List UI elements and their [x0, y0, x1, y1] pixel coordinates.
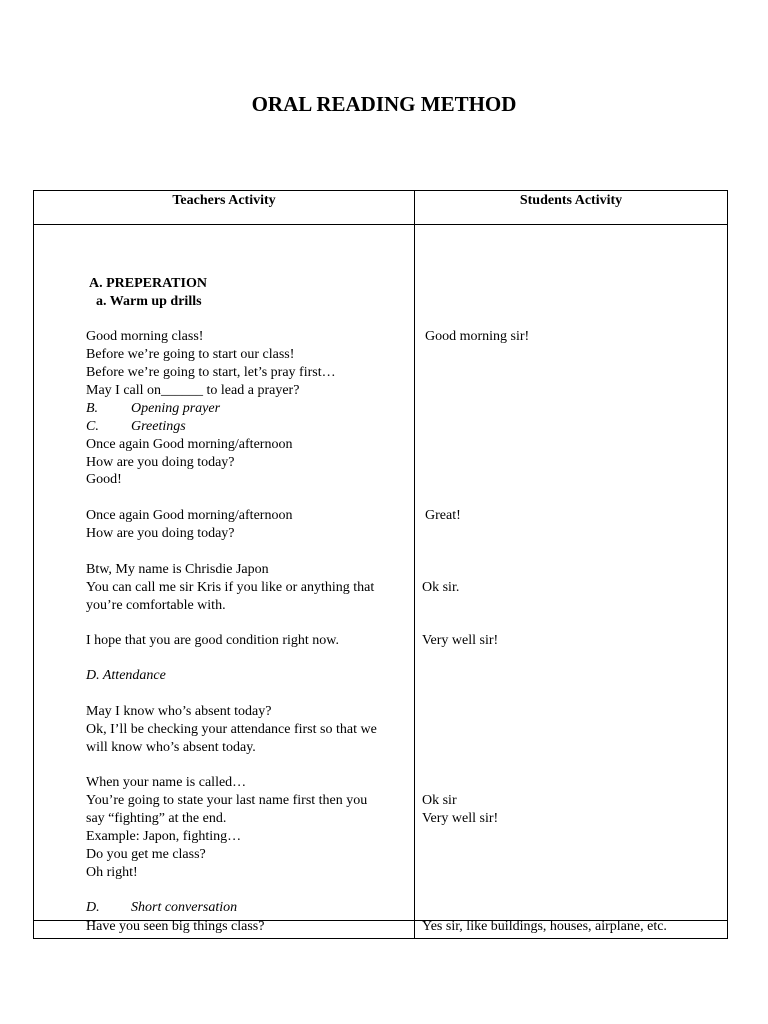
- teacher-line: Have you seen big things class?: [86, 919, 265, 934]
- student-line: Great!: [425, 508, 461, 523]
- teacher-line: You can call me sir Kris if you like or anything that: [86, 580, 375, 595]
- table-body-row: [34, 225, 728, 921]
- section-attendance: D. Attendance: [86, 668, 166, 683]
- section-short-conversation: D. Short conversation: [86, 900, 238, 915]
- student-line: Very well sir!: [422, 811, 499, 826]
- subsection-warmup: a. Warm up drills: [96, 294, 202, 309]
- teacher-line: Example: Japon, fighting…: [86, 829, 242, 844]
- lesson-plan-table: [33, 190, 728, 939]
- teacher-line: Before we’re going to start our class!: [86, 347, 295, 362]
- teacher-line: May I call on______ to lead a prayer?: [86, 383, 300, 398]
- teachers-activity-last-cell: [34, 921, 415, 939]
- teacher-line: you’re comfortable with.: [86, 598, 226, 613]
- header-teachers-activity: Teachers Activity: [34, 191, 415, 225]
- teacher-line: Ok, I’ll be checking your attendance first so that we: [86, 722, 377, 737]
- students-activity-last-cell: [415, 921, 728, 939]
- teacher-line: You’re going to state your last name first then you: [86, 793, 368, 808]
- teacher-line: Good!: [86, 472, 122, 487]
- teacher-line: Once again Good morning/afternoon: [86, 437, 293, 452]
- document-title: ORAL READING METHOD: [251, 92, 517, 116]
- student-line: Ok sir.: [422, 580, 460, 595]
- student-line: Very well sir!: [422, 633, 499, 648]
- table-last-row: [34, 921, 728, 939]
- table-header-row: [34, 191, 728, 225]
- teacher-line: Good morning class!: [86, 329, 204, 344]
- teacher-line: Oh right!: [86, 865, 138, 880]
- teachers-activity-cell: [34, 225, 415, 921]
- header-students-activity: Students Activity: [415, 191, 728, 225]
- students-activity-cell: [415, 225, 728, 921]
- section-opening-prayer: B. Opening prayer: [86, 401, 221, 416]
- teacher-line: May I know who’s absent today?: [86, 704, 272, 719]
- section-greetings: C. Greetings: [86, 419, 186, 434]
- teacher-line: Once again Good morning/afternoon: [86, 508, 293, 523]
- student-line: Ok sir: [422, 793, 457, 808]
- teacher-line: I hope that you are good condition right now.: [86, 633, 339, 648]
- teacher-line: Do you get me class?: [86, 847, 206, 862]
- teacher-line: will know who’s absent today.: [86, 740, 256, 755]
- student-line: Yes sir, like buildings, houses, airplane, etc.: [422, 919, 667, 934]
- teacher-line: Btw, My name is Chrisdie Japon: [86, 562, 269, 577]
- student-line: Good morning sir!: [425, 329, 530, 344]
- teacher-line: How are you doing today?: [86, 526, 235, 541]
- teacher-line: How are you doing today?: [86, 455, 235, 470]
- teacher-line: Before we’re going to start, let’s pray first…: [86, 365, 336, 380]
- teacher-line: When your name is called…: [86, 775, 247, 790]
- teacher-line: say “fighting” at the end.: [86, 811, 227, 826]
- section-preparation: A. PREPERATION: [89, 276, 207, 291]
